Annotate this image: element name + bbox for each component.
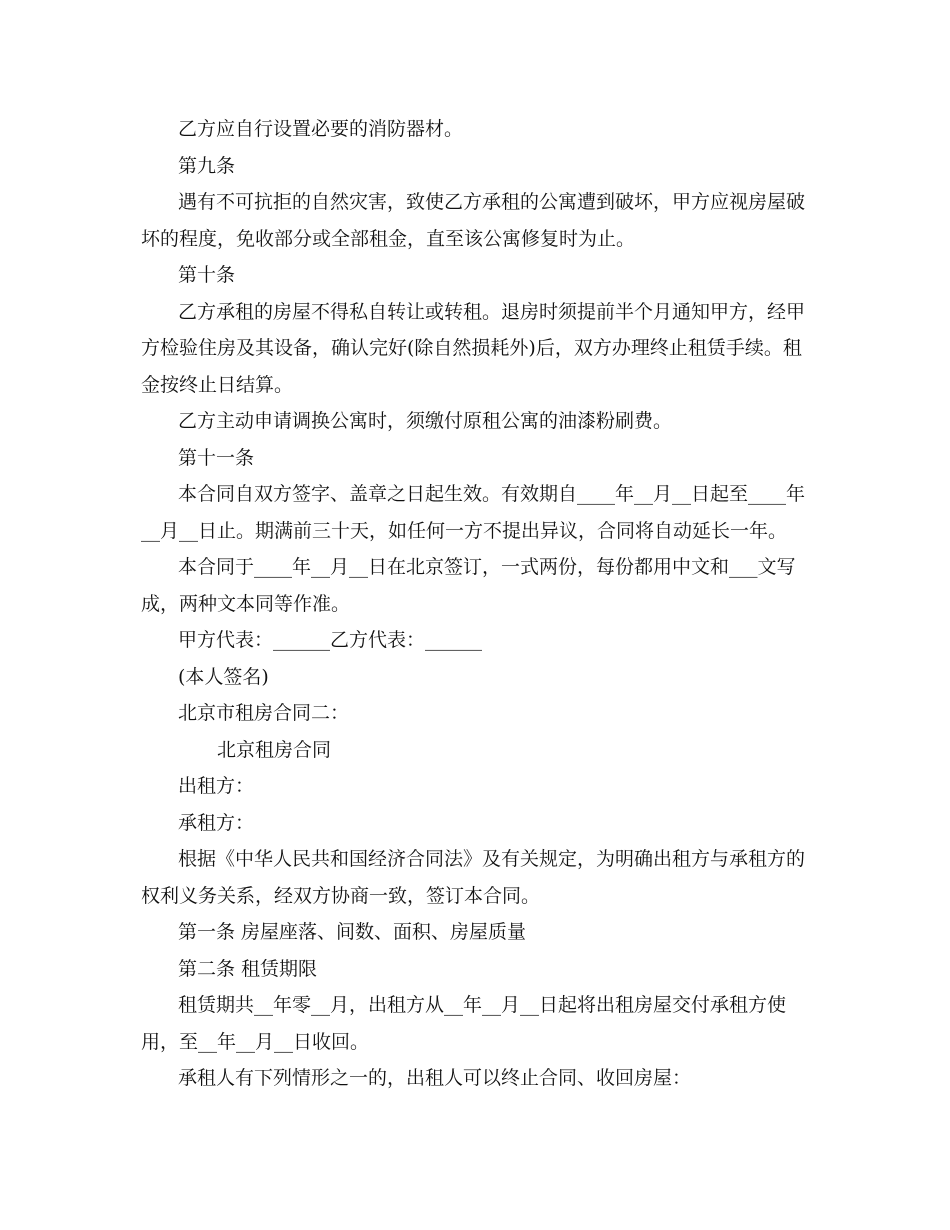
paragraph: 租赁期共__年零__月，出租方从__年__月__日起将出租房屋交付承租方使用，至__年__月__日收回。 <box>141 994 787 1053</box>
article-heading: 第十一条 <box>178 446 255 469</box>
paragraph: 本合同自双方签字、盖章之日起生效。有效期自____年__月__日起至____年__月__日止。期满前三十天，如任何一方不提出异议，合同将自动延长一年。 <box>141 483 806 542</box>
paragraph: 乙方承租的房屋不得私自转让或转租。退房时须提前半个月通知甲方，经甲方检验住房及其设备，确认完好(除自然损耗外)后，双方办理终止租赁手续。租金按终止日结算。 <box>141 300 806 396</box>
paragraph: 根据《中华人民共和国经济合同法》及有关规定，为明确出租方与承租方的权利义务关系，经双方协商一致，签订本合同。 <box>141 848 806 907</box>
paragraph: 乙方主动申请调换公寓时，须缴付原租公寓的油漆粉刷费。 <box>178 410 673 432</box>
section-title: 北京市租房合同二： <box>178 702 350 724</box>
paragraph: 乙方应自行设置必要的消防器材。 <box>178 118 464 140</box>
paragraph: 遇有不可抗拒的自然灾害，致使乙方承租的公寓遭到破坏，甲方应视房屋破坏的程度，免收部分或全部租金，直至该公寓修复时为止。 <box>141 191 806 250</box>
article-heading: 第十条 <box>178 264 236 286</box>
paragraph: 本合同于____年__月__日在北京签订，一式两份，每份都用中文和___文写成，两种文本同等作准。 <box>141 556 796 615</box>
signature-note: (本人签名) <box>178 665 269 688</box>
article-heading: 第一条 房屋座落、间数、面积、房屋质量 <box>178 921 527 943</box>
document-body <box>141 111 813 1097</box>
lessee-field: 承租方： <box>178 811 255 834</box>
signature-line: 甲方代表：______乙方代表：______ <box>178 629 483 651</box>
contract-title: 北京租房合同 <box>217 738 332 761</box>
article-heading: 第九条 <box>178 154 236 177</box>
article-heading: 第二条 租赁期限 <box>178 957 318 980</box>
lessor-field: 出租方： <box>178 775 255 797</box>
paragraph: 承租人有下列情形之一的，出租人可以终止合同、收回房屋： <box>178 1067 692 1089</box>
